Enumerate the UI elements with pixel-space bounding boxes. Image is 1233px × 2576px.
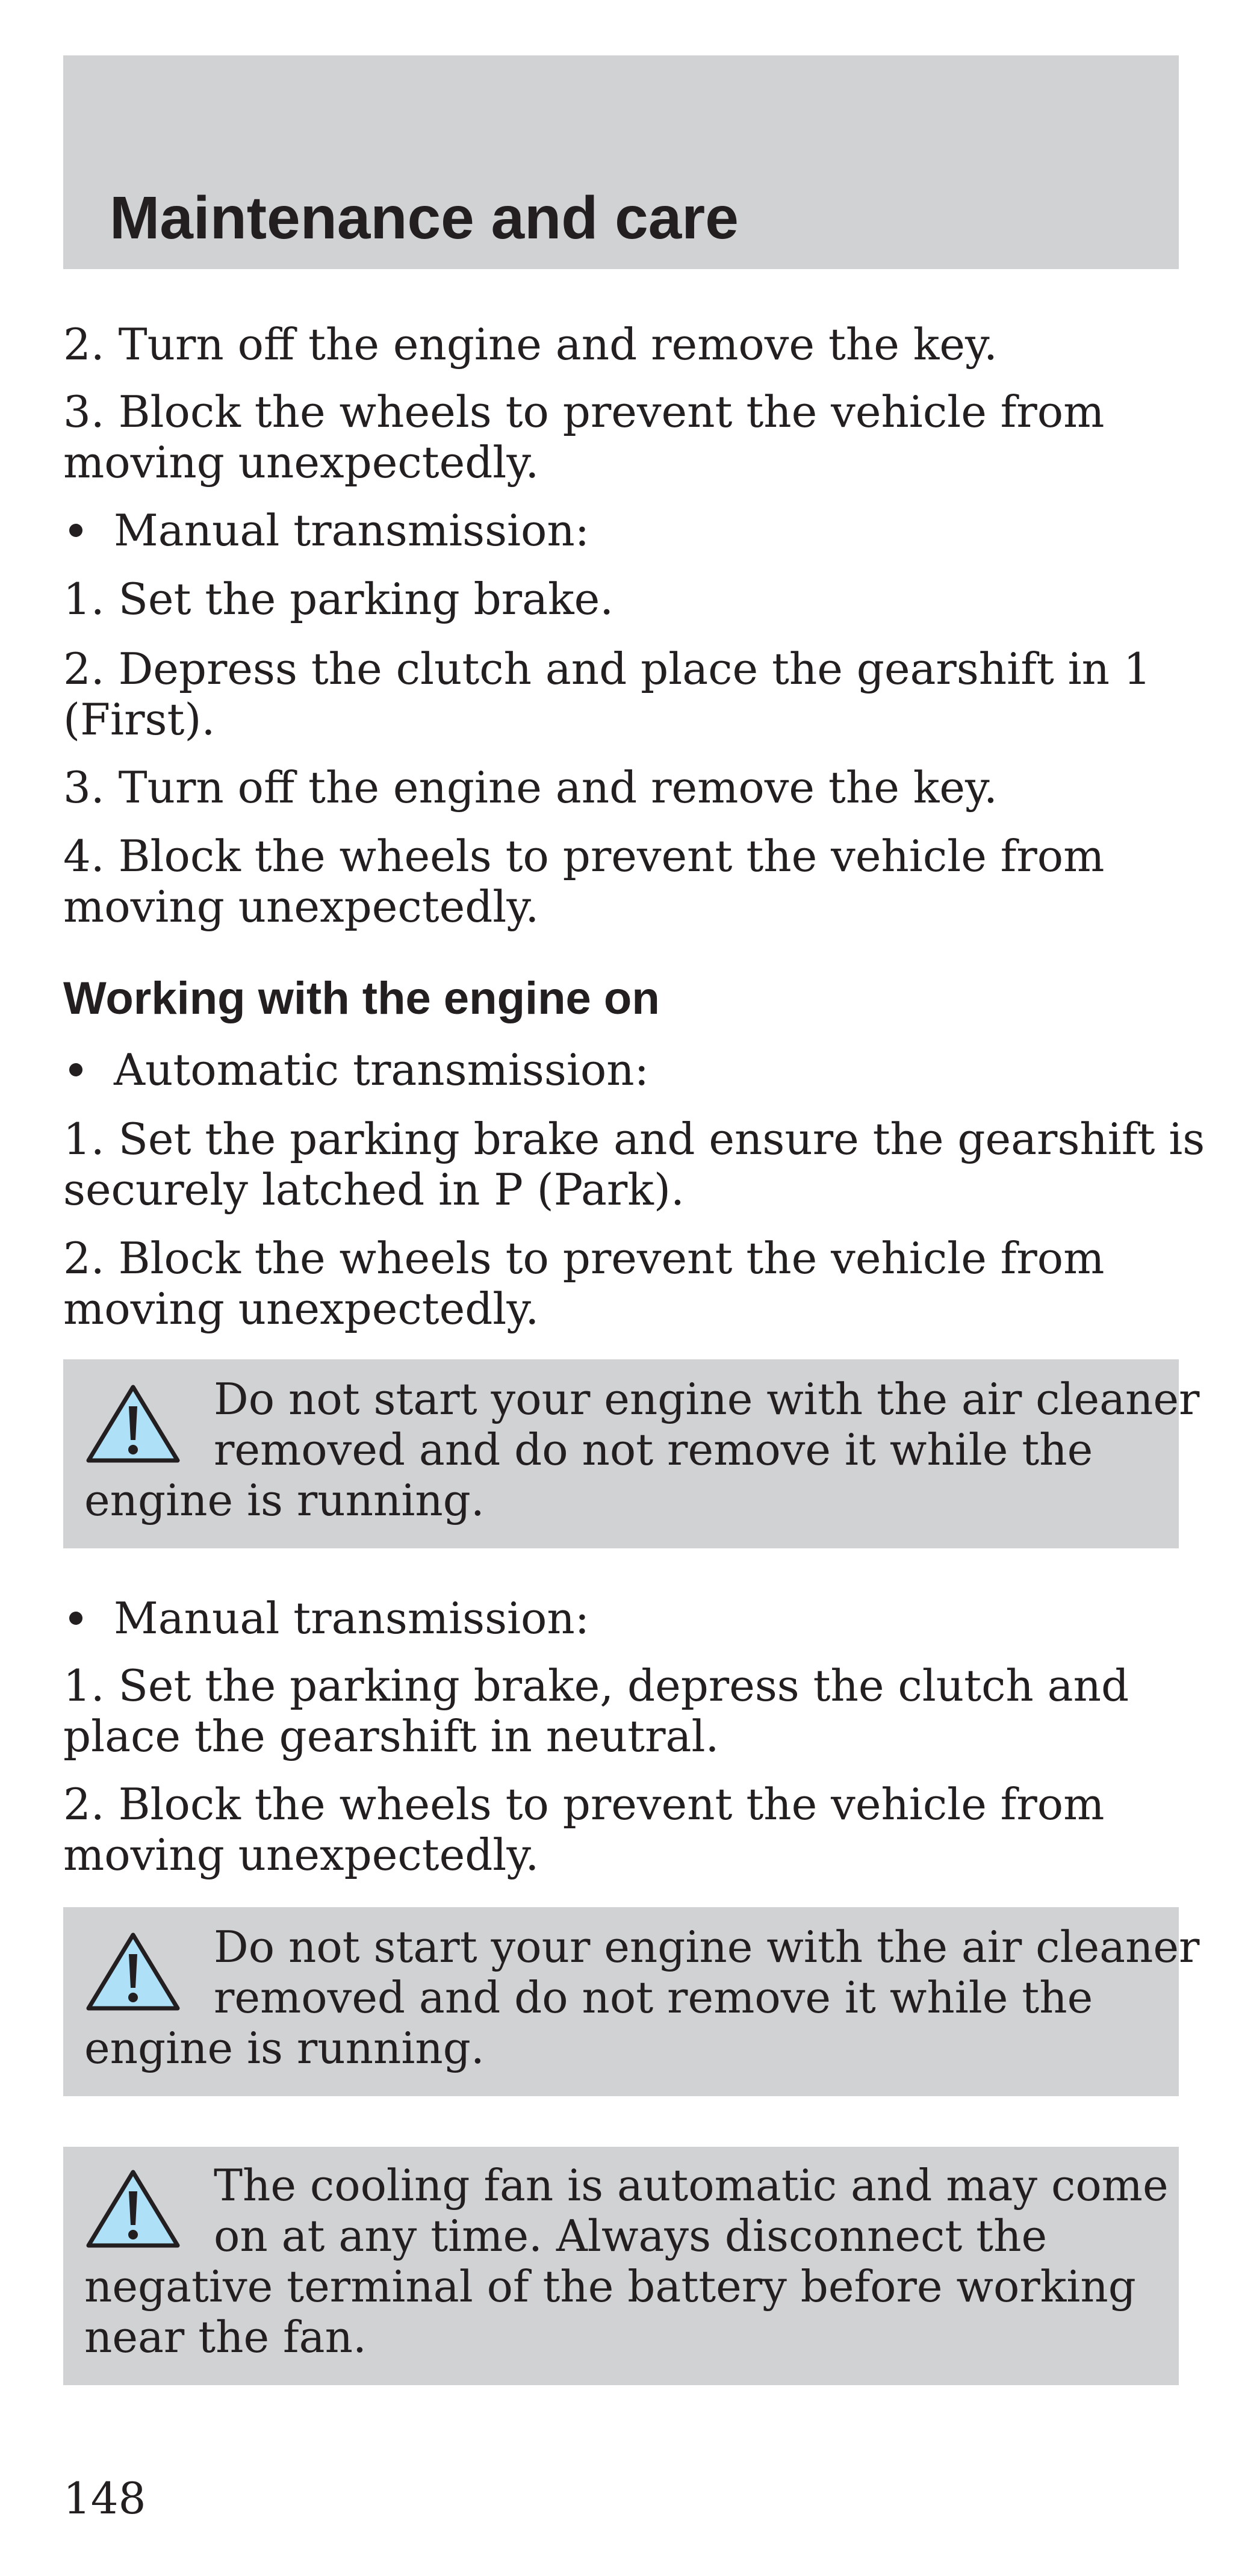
step-turn-off-engine: 2. Turn off the engine and remove the key. bbox=[63, 319, 998, 370]
warning-line: engine is running. bbox=[84, 1475, 485, 1525]
warning-line: removed and do not remove it while the bbox=[214, 1972, 1093, 2023]
chapter-header bbox=[63, 55, 1179, 269]
warning-triangle-icon bbox=[85, 2168, 181, 2249]
step-depress-clutch-line1: 2. Depress the clutch and place the gearshift in 1 bbox=[63, 644, 1151, 694]
step-block-wheels-2-line1: 4. Block the wheels to prevent the vehicle from bbox=[63, 831, 1105, 881]
bullet-label: Automatic transmission: bbox=[114, 1044, 649, 1095]
warning-line: on at any time. Always disconnect the bbox=[214, 2211, 1048, 2261]
warning-box-air-cleaner-2 bbox=[63, 1907, 1200, 2096]
step-block-wheels-line2: moving unexpectedly. bbox=[63, 437, 539, 488]
warning-triangle-icon bbox=[85, 1931, 181, 2012]
warning-box-air-cleaner bbox=[63, 1359, 1200, 1548]
step-block-wheels-4-line2: moving unexpectedly. bbox=[63, 1830, 539, 1880]
warning-line: near the fan. bbox=[84, 2312, 367, 2362]
step-block-wheels-3-line1: 2. Block the wheels to prevent the vehicle from bbox=[63, 1233, 1105, 1283]
bullet-manual-transmission bbox=[63, 505, 1179, 556]
bullet-automatic-transmission bbox=[63, 1044, 1179, 1095]
warning-line: Do not start your engine with the air cleaner bbox=[214, 1374, 1200, 1424]
step-auto-park-line2: securely latched in P (Park). bbox=[63, 1164, 685, 1215]
step-block-wheels-line1: 3. Block the wheels to prevent the vehicle from bbox=[63, 386, 1105, 437]
bullet-dot-icon bbox=[69, 1063, 82, 1076]
step-depress-clutch-line2: (First). bbox=[63, 694, 216, 745]
step-block-wheels-2-line2: moving unexpectedly. bbox=[63, 881, 539, 932]
warning-line: negative terminal of the battery before working bbox=[84, 2261, 1136, 2312]
bullet-manual-transmission-2 bbox=[63, 1593, 1179, 1643]
step-manual-neutral-line1: 1. Set the parking brake, depress the clutch and bbox=[63, 1660, 1129, 1711]
bullet-dot-icon bbox=[69, 524, 82, 537]
step-manual-neutral-line2: place the gearshift in neutral. bbox=[63, 1711, 719, 1761]
page-number: 148 bbox=[63, 2473, 146, 2524]
warning-line: The cooling fan is automatic and may come bbox=[214, 2160, 1169, 2211]
warning-line: removed and do not remove it while the bbox=[214, 1424, 1093, 1475]
bullet-label: Manual transmission: bbox=[114, 505, 590, 556]
step-turn-off-engine-2: 3. Turn off the engine and remove the key. bbox=[63, 762, 998, 813]
step-block-wheels-4-line1: 2. Block the wheels to prevent the vehicle from bbox=[63, 1779, 1105, 1830]
warning-box-cooling-fan bbox=[63, 2147, 1179, 2385]
warning-triangle-icon bbox=[85, 1383, 181, 1464]
section-heading: Working with the engine on bbox=[63, 973, 660, 1024]
step-set-parking-brake: 1. Set the parking brake. bbox=[63, 574, 614, 624]
step-block-wheels-3-line2: moving unexpectedly. bbox=[63, 1283, 539, 1334]
warning-line: Do not start your engine with the air cleaner bbox=[214, 1922, 1200, 1972]
bullet-label: Manual transmission: bbox=[114, 1593, 590, 1643]
warning-line: engine is running. bbox=[84, 2023, 485, 2073]
chapter-title: Maintenance and care bbox=[110, 184, 739, 252]
step-auto-park-line1: 1. Set the parking brake and ensure the gearshift is bbox=[63, 1114, 1205, 1164]
bullet-dot-icon bbox=[69, 1612, 82, 1625]
